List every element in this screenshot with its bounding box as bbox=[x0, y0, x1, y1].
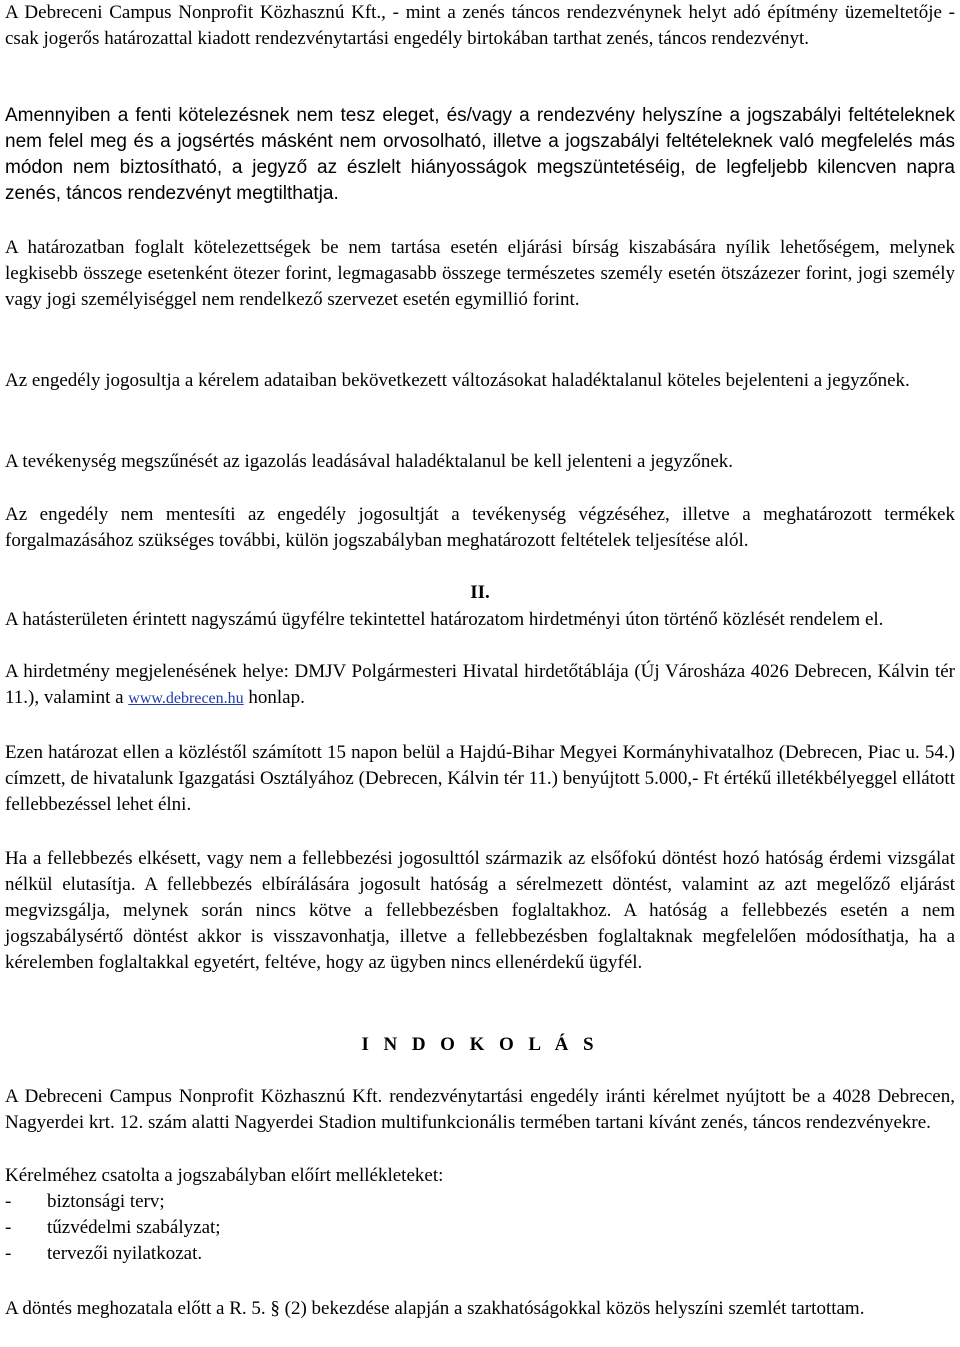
paragraph-appeal-handling: Ha a fellebbezés elkésett, vagy nem a fellebbezési jogosulttól származik az elsőfokú döntést hozó hatóság érdemi vizsgálat nélkül elutasítja. A fellebbezés elbírálására jogosult hatóság a sérelmezett döntést, valamint az azt megelőző eljárást megvizsgálja, melynek során nincs kötve a fellebbezésben foglaltakhoz. A hatóság a fellebbezés esetén a nem jogszabálysértő döntést akkor is visszavonhatja, illetve a fellebbezésben foglaltaknak megfelelően módosíthatja, ha a kérelemben foglaltakkal egyetért, feltéve, hogy az ügyben nincs ellenérdekű ügyfél. bbox=[5, 848, 955, 973]
list-dash: - bbox=[5, 1243, 12, 1264]
list-item-text: tervezői nyilatkozat. bbox=[47, 1243, 203, 1264]
list-item-text: biztonsági terv; bbox=[47, 1191, 165, 1212]
paragraph-termination-notice: A tevékenység megszűnését az igazolás leadásával haladéktalanul be kell jelenteni a jegyzőnek. bbox=[5, 451, 734, 472]
notice-location-suffix: honlap. bbox=[243, 687, 305, 708]
list-dash: - bbox=[5, 1191, 12, 1212]
list-item bbox=[5, 1189, 955, 1215]
list-item bbox=[5, 1215, 955, 1241]
paragraph-procedural-fine: A határozatban foglalt kötelezettségek be nem tartása esetén eljárási bírság kiszabására nyílik lehetőségem, melynek legkisebb összege esetenként ötezer forint, legmagasabb összege természetes személy esetén ötszázezer forint, jogi személy vagy jogi személyiséggel nem rendelkező szervezet esetén egymillió forint. bbox=[5, 237, 955, 310]
paragraph-application: A Debreceni Campus Nonprofit Közhasznú Kft. rendezvénytartási engedély iránti kérelmet nyújtott be a 4028 Debrecen, Nagyerdei krt. 12. szám alatti Nagyerdei Stadion multifunkcionális termében tartani kívánt zenés, táncos rendezvényekre. bbox=[5, 1086, 955, 1133]
list-item-text: tűzvédelmi szabályzat; bbox=[47, 1217, 221, 1238]
paragraph-operator-obligation: A Debreceni Campus Nonprofit Közhasznú Kft., - mint a zenés táncos rendezvénynek helyt adó építmény üzemeltetője - csak jogerős határozattal kiadott rendezvénytartási engedély birtokában tarthat zenés, táncos rendezvényt. bbox=[5, 2, 955, 49]
paragraph-appeal: Ezen határozat ellen a közléstől számított 15 napon belül a Hajdú-Bihar Megyei Kormányhivatalhoz (Debrecen, Piac u. 54.) címzett, de hivatalunk Igazgatási Osztályához (Debrecen, Kálvin tér 11.) benyújtott 5.000,- Ft értékű illetékbélyeggel ellátott fellebbezéssel lehet élni. bbox=[5, 742, 955, 815]
website-link[interactable]: www.debrecen.hu bbox=[128, 690, 244, 707]
list-dash: - bbox=[5, 1217, 12, 1238]
list-item bbox=[5, 1241, 955, 1267]
paragraph-notice-location bbox=[5, 659, 955, 712]
paragraph-prohibition: Amennyiben a fenti kötelezésnek nem tesz eleget, és/vagy a rendezvény helyszíne a jogszabályi feltételeknek nem felel meg és a jogsértés másként nem orvosolható, illetve a jogszabályi feltételeknek való megfelelés más módon nem biztosítható, a jegyző az észlelt hiányosságok megszüntetéséig, de legfeljebb kilencven napra zenés, táncos rendezvényt megtilthatja. bbox=[5, 105, 955, 204]
paragraph-public-notice: A hatásterületen érintett nagyszámú ügyfélre tekintettel határozatom hirdetményi úton történő közlését rendelem el. bbox=[5, 609, 884, 630]
notice-location-text: A hirdetmény megjelenésének helye: DMJV Polgármesteri Hivatal hirdetőtáblája (Új Városháza 4026 Debrecen, Kálvin tér 11.), valamint a bbox=[5, 661, 955, 708]
section-heading-ii: II. bbox=[470, 582, 490, 603]
paragraph-site-inspection: A döntés meghozatala előtt a R. 5. § (2) bekezdése alapján a szakhatóságokkal közös helyszíni szemlét tartottam. bbox=[5, 1298, 865, 1319]
paragraph-attachments-intro: Kérelméhez csatolta a jogszabályban előírt mellékleteket: bbox=[5, 1165, 444, 1186]
attachments-list bbox=[5, 1189, 955, 1267]
paragraph-no-exemption: Az engedély nem mentesíti az engedély jogosultját a tevékenység végzéséhez, illetve a meghatározott termékek forgalmazásához szükséges további, külön jogszabályban meghatározott feltételek teljesítése alól. bbox=[5, 504, 955, 551]
paragraph-report-changes: Az engedély jogosultja a kérelem adataiban bekövetkezett változásokat haladéktalanul köteles bejelenteni a jegyzőnek. bbox=[5, 370, 910, 391]
section-heading-indoklas: I N D O K O L Á S bbox=[361, 1034, 599, 1055]
